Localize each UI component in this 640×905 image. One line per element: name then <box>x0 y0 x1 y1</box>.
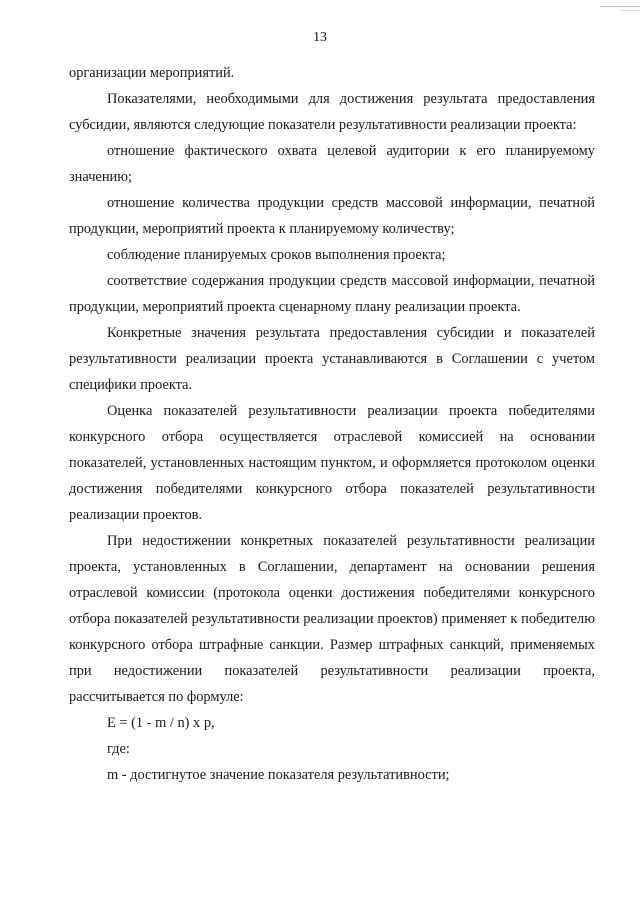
list-item-content-conformity: соответствие содержания продукции средств массовой информации, печатной продукции, мероприятий проекта сценарному плану реализации проекта. <box>69 273 595 315</box>
page-number: 13 <box>313 30 327 45</box>
paragraph-evaluation: Оценка показателей результативности реализации проекта победителями конкурсного отбора осуществляется отраслевой комиссией на основании показателей, установленных настоящим пунктом, и оформляется протоколом оценки достижения победителями конкурсного отбора показателей результативности реализации проектов. <box>69 403 595 523</box>
document-body <box>69 60 595 788</box>
corner-scan-mark-2 <box>620 10 640 11</box>
formula-where: где: <box>107 741 130 757</box>
paragraph-continuation: организации мероприятий. <box>69 65 235 81</box>
paragraph-specific-values: Конкретные значения результата предоставления субсидии и показателей результативности реализации проекта устанавливаются в Соглашении с учетом специфики проекта. <box>69 325 595 393</box>
paragraph-penalties: При недостижении конкретных показателей результативности реализации проекта, установленных в Соглашении, департамент на основании решения отраслевой комиссии (протокола оценки достижения победителями конкурсного отбора показателей результативности реализации проектов) применяет к победителю конкурсного отбора штрафные санкции. Размер штрафных санкций, применяемых при недостижении показателей результативности реализации проекта, рассчитывается по формуле: <box>69 533 595 705</box>
corner-scan-mark <box>600 6 640 7</box>
formula-variable-m: m - достигнутое значение показателя результативности; <box>107 767 450 783</box>
list-item-production-quantity: отношение количества продукции средств массовой информации, печатной продукции, мероприятий проекта к планируемому количеству; <box>69 195 595 237</box>
list-item-deadlines: соблюдение планируемых сроков выполнения проекта; <box>107 247 446 263</box>
paragraph-indicators-intro: Показателями, необходимыми для достижения результата предоставления субсидии, являются следующие показатели результативности реализации проекта: <box>69 91 595 133</box>
list-item-audience-coverage: отношение фактического охвата целевой аудитории к его планируемому значению; <box>69 143 595 185</box>
formula: Е = (1 - m / n) x p, <box>107 715 215 731</box>
